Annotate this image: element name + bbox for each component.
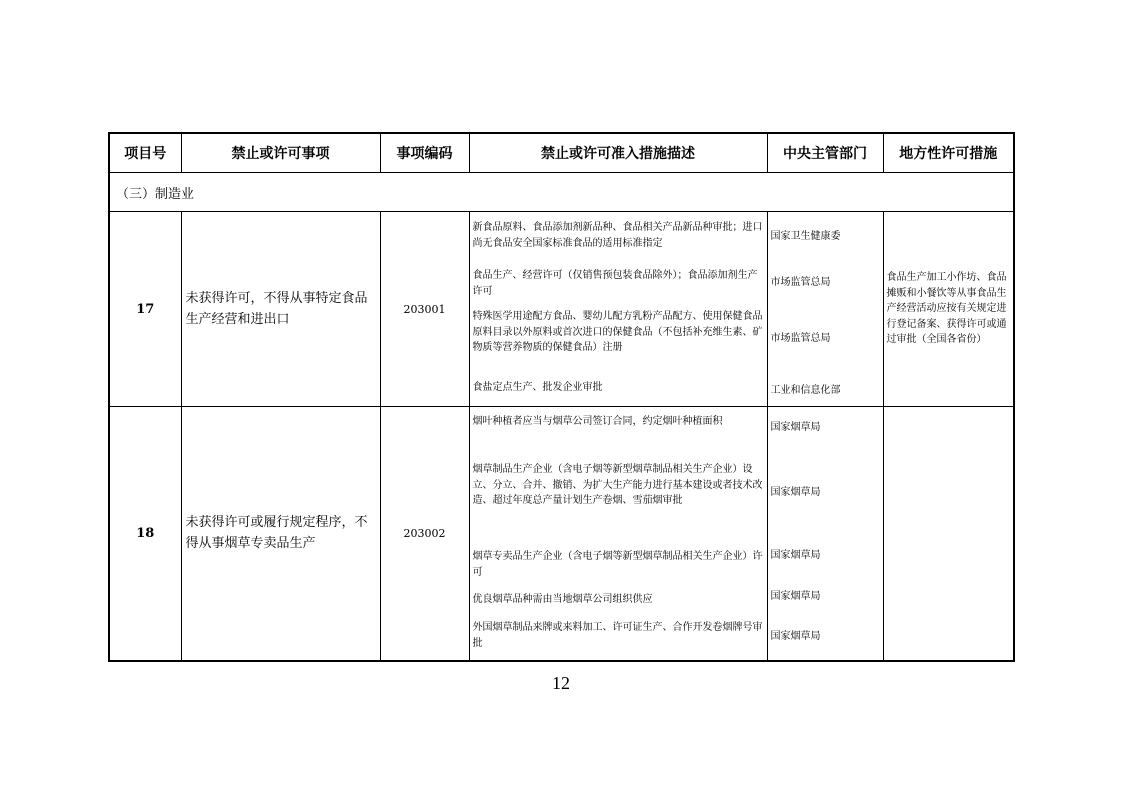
header-code: 事项编码 bbox=[380, 133, 469, 173]
header-department: 中央主管部门 bbox=[767, 133, 883, 173]
row-item: 未获得许可或履行规定程序，不得从事烟草专卖品生产 bbox=[181, 407, 380, 661]
measure-department: 市场监管总局 bbox=[770, 333, 831, 344]
table-header-row bbox=[109, 133, 1014, 173]
table-row bbox=[109, 212, 1014, 407]
row-code: 203001 bbox=[380, 212, 469, 407]
measure-department: 国家卫生健康委 bbox=[770, 231, 841, 242]
measure-description: 食盐定点生产、批发企业审批 bbox=[472, 382, 603, 393]
row-departments bbox=[767, 407, 883, 661]
measure-description: 特殊医学用途配方食品、婴幼儿配方乳粉产品配方、使用保健食品原料目录以外原料或首次进口的保健食品（不包括补充维生素、矿物质等营养物质的保健食品）注册 bbox=[472, 311, 763, 353]
measure-description: 烟叶种植者应当与烟草公司签订合同，约定烟叶种植面积 bbox=[472, 416, 723, 427]
header-item: 禁止或许可事项 bbox=[181, 133, 380, 173]
measure-department: 国家烟草局 bbox=[770, 591, 821, 602]
table-row bbox=[109, 407, 1014, 661]
row-number: 18 bbox=[109, 407, 181, 661]
measure-department: 国家烟草局 bbox=[770, 487, 821, 498]
row-local-measure bbox=[883, 407, 1014, 661]
measure-description: 食品生产、经营许可（仅销售预包装食品除外）；食品添加剂生产许可 bbox=[472, 270, 758, 297]
regulation-table bbox=[108, 132, 1015, 662]
measure-department: 国家烟草局 bbox=[770, 422, 821, 433]
row-code: 203002 bbox=[380, 407, 469, 661]
header-item-number: 项目号 bbox=[109, 133, 181, 173]
header-description: 禁止或许可准入措施描述 bbox=[469, 133, 767, 173]
row-descriptions bbox=[469, 407, 767, 661]
row-item: 未获得许可，不得从事特定食品生产经营和进出口 bbox=[181, 212, 380, 407]
header-local-measure: 地方性许可措施 bbox=[883, 133, 1014, 173]
measure-department: 市场监管总局 bbox=[770, 277, 831, 288]
measure-department: 工业和信息化部 bbox=[770, 385, 841, 396]
section-row bbox=[109, 173, 1014, 212]
measure-department: 国家烟草局 bbox=[770, 550, 821, 561]
measure-description: 优良烟草品种需由当地烟草公司组织供应 bbox=[472, 594, 653, 605]
measure-description: 烟草专卖品生产企业（含电子烟等新型烟草制品相关生产企业）许可 bbox=[472, 551, 763, 578]
measure-description: 烟草制品生产企业（含电子烟等新型烟草制品相关生产企业）设立、分立、合并、撤销、为扩大生产能力进行基本建设或者技术改造、超过年度总产量计划生产卷烟、雪茄烟审批 bbox=[472, 464, 763, 506]
measure-description: 外国烟草制品来牌或来料加工、许可证生产、合作开发卷烟牌号审批 bbox=[472, 622, 763, 649]
section-label: （三）制造业 bbox=[109, 173, 1014, 212]
measure-department: 国家烟草局 bbox=[770, 631, 821, 642]
row-local-measure: 食品生产加工小作坊、食品摊贩和小餐饮等从事食品生产经营活动应按有关规定进行登记备案、获得许可或通过审批（全国各省份） bbox=[883, 212, 1014, 407]
measure-description: 新食品原料、食品添加剂新品种、食品相关产品新品种审批；进口尚无食品安全国家标准食品的适用标准指定 bbox=[472, 222, 763, 249]
row-descriptions bbox=[469, 212, 767, 407]
page-number: 12 bbox=[552, 673, 570, 693]
row-departments bbox=[767, 212, 883, 407]
row-number: 17 bbox=[109, 212, 181, 407]
